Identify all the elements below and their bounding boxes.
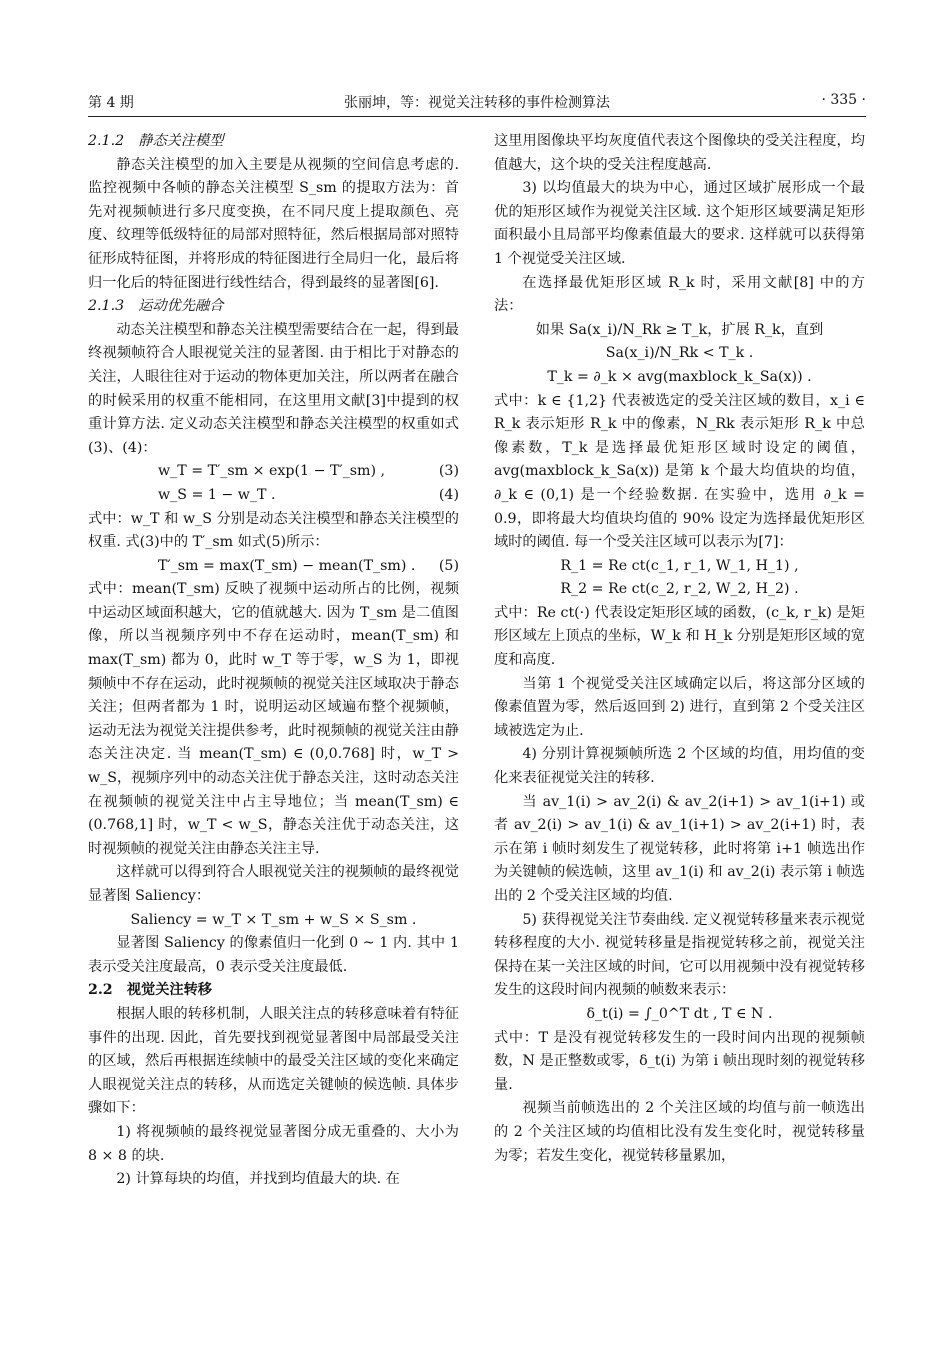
- paragraph: 式中：T 是没有视觉转移发生的一段时间内出现的视频帧数，N 是正整数或零，δ_t(i) 为第 i 帧出现时刻的视觉转移量.: [494, 1029, 865, 1093]
- paragraph: 在选择最优矩形区域 R_k 时，采用文献[8] 中的方法：: [494, 274, 865, 315]
- paragraph: 2) 计算每块的均值，并找到均值最大的块. 在: [116, 1171, 400, 1188]
- section-heading: 2.2 视觉关注转移: [88, 982, 212, 999]
- equation: Saliency = w_T × T_sm + w_S × S_sm .: [130, 911, 417, 928]
- right-column: [494, 130, 865, 1168]
- paragraph: 视频当前帧选出的 2 个关注区域的均值与前一帧选出的 2 个关注区域的均值相比没有发生变化时，视觉转移量为零；若发生变化，视觉转移量累加，: [494, 1100, 865, 1164]
- equation-body: T′_sm = max(T_sm) − mean(T_sm) .: [158, 557, 416, 574]
- paragraph: 式中：k ∈ {1,2} 代表被选定的受关注区域的数目，x_i ∈ R_k 表示矩形 R_k 中的像素，N_Rk 表示矩形 R_k 中总像素数，T_k 是选择最优矩形区域时设定的阈值，avg(maxblock_k_Sa(x)) 是第 k 个最大均值块的均值，∂_k ∈ (0,1) 是一个经验数据. 在实验中，选用 ∂_k = 0.9，即将最大均值块均值的 90% 设定为选择最优矩形区域时的阈值. 每一个受关注区域可以表示为[7]：: [494, 392, 865, 551]
- paragraph: 显著图 Saliency 的像素值归一化到 0 ~ 1 内. 其中 1 表示受关注度最高，0 表示受关注度最低.: [88, 935, 459, 975]
- equation-body: w_S = 1 − w_T .: [158, 486, 276, 503]
- equation: R_1 = Re ct(c_1, r_1, W_1, H_1) ,: [560, 557, 799, 574]
- subsection-heading: 2.1.2 静态关注模型: [88, 133, 224, 149]
- equation: 如果 Sa(x_i)/N_Rk ≥ T_k，扩展 R_k，直到 Sa(x_i)/N_Rk < T_k .: [535, 321, 824, 362]
- paragraph: 式中：Re ct(·) 代表设定矩形区域的函数，(c_k, r_k) 是矩形区域左上顶点的坐标，W_k 和 H_k 分别是矩形区域的宽度和高度.: [494, 604, 865, 669]
- equation: δ_t(i) = ∫_0^T dt , T ∈ N .: [586, 1005, 773, 1022]
- paragraph: 动态关注模型和静态关注模型需要结合在一起，得到最终视频帧符合人眼视觉关注的显著图. 由于相比于对静态的关注，人眼往往对于运动的物体更加关注，所以两者在融合的时候采用的权重不能相同，在这里用文献[3]中提到的权重计算方法. 定义动态关注模型和静态关注模型的权重如式(3)、(4)：: [88, 321, 459, 456]
- paragraph: 5) 获得视觉关注节奏曲线. 定义视觉转移量来表示视觉转移程度的大小. 视觉转移量是指视觉转移之前，视觉关注保持在某一关注区域的时间，它可以用视频中没有视觉转移发生的这段时间内视频的帧数来表示：: [494, 911, 865, 999]
- numbered-equation: [88, 460, 459, 484]
- paragraph: 式中：mean(T_sm) 反映了视频中运动所占的比例，视频中运动区域面积越大，它的值就越大. 因为 T_sm 是二值图像，所以当视频序列中不存在运动时，mean(T_sm) 和 max(T_sm) 都为 0，此时 w_T 等于零，w_S 为 1，即视频帧中不存在运动，此时视频帧的视觉关注区域取决于静态关注；但两者都为 1 时，说明运动区域遍布整个视频帧，运动无法为视觉关注提供参考，此时视频帧的视觉关注由静态关注决定. 当 mean(T_sm) ∈ (0,0.768] 时，w_T > w_S，视频序列中的动态关注优于静态关注，这时动态关注在视频帧的视觉关注中占主导地位；当 mean(T_sm) ∈ (0.768,1] 时，w_T < w_S，静态关注优于动态关注，这时视频帧的视觉关注由静态关注主导.: [88, 581, 459, 857]
- paragraph: 这样就可以得到符合人眼视觉关注的视频帧的最终视觉显著图 Saliency：: [88, 864, 459, 904]
- paragraph: 这里用图像块平均灰度值代表这个图像块的受关注程度，均值越大，这个块的受关注程度越高.: [494, 133, 865, 173]
- equation: R_2 = Re ct(c_2, r_2, W_2, H_2) .: [560, 581, 799, 598]
- paragraph: 静态关注模型的加入主要是从视频的空间信息考虑的. 监控视频中各帧的静态关注模型 S_sm 的提取方法为：首先对视频帧进行多尺度变换，在不同尺度上提取颜色、亮度、纹理等低级特征的局部对照特征，然后根据局部对照特征形成特征图，并将形成的特征图进行全局归一化，最后将归一化后的特征图进行线性结合，得到最终的显著图[6].: [88, 156, 459, 291]
- paragraph: 1) 将视频帧的最终视觉显著图分成无重叠的、大小为 8 × 8 的块.: [88, 1123, 459, 1164]
- header-rule: [88, 116, 866, 117]
- left-column: [88, 130, 459, 1192]
- paragraph: 根据人眼的转移机制，人眼关注点的转移意味着有特征事件的出现. 因此，首先要找到视觉显著图中局部最受关注的区域，然后再根据连续帧中的最受关注区域的变化来确定人眼视觉关注点的转移，从而选定关键帧的候选帧. 具体步骤如下：: [88, 1005, 459, 1117]
- paragraph: 4) 分别计算视频帧所选 2 个区域的均值，用均值的变化来表征视觉关注的转移.: [494, 746, 865, 787]
- equation-body: w_T = T′_sm × exp(1 − T′_sm) ,: [158, 463, 386, 480]
- paragraph: 当第 1 个视觉受关注区域确定以后，将这部分区域的像素值置为零，然后返回到 2) 进行，直到第 2 个受关注区域被选定为止.: [494, 675, 865, 739]
- paragraph: 当 av_1(i) > av_2(i) & av_2(i+1) > av_1(i+1) 或者 av_2(i) > av_1(i) & av_1(i+1) > av_2(i+1) 时，表示在第 i 帧时刻发生了视觉转移，此时将第 i+1 帧选出作为关键帧的候选帧，这里 av_1(i) 和 av_2(i) 表示第 i 帧选出的 2 个受关注区域的均值.: [494, 793, 865, 904]
- paragraph: 式中：w_T 和 w_S 分别是动态关注模型和静态关注模型的权重. 式(3)中的 T′_sm 如式(5)所示：: [88, 510, 459, 551]
- subsection-heading: 2.1.3 运动优先融合: [88, 298, 224, 315]
- numbered-equation: [88, 555, 459, 579]
- numbered-equation: [88, 484, 459, 508]
- page-number: · 335 ·: [821, 92, 866, 108]
- equation-number: (4): [438, 486, 459, 503]
- paragraph: 3) 以均值最大的块为中心，通过区域扩展形成一个最优的矩形区域作为视觉关注区域. 这个矩形区域要满足矩形面积最小且局部平均像素值最大的要求. 这样就可以获得第 1 个视觉受关注区域.: [494, 180, 865, 267]
- running-header: [88, 92, 866, 114]
- equation-number: (5): [438, 557, 459, 574]
- issue-number: 第 4 期: [88, 95, 134, 111]
- equation: T_k = ∂_k × avg(maxblock_k_Sa(x)) .: [547, 368, 812, 385]
- equation-number: (3): [438, 463, 459, 480]
- running-title: 张丽坤，等：视觉关注转移的事件检测算法: [344, 95, 610, 111]
